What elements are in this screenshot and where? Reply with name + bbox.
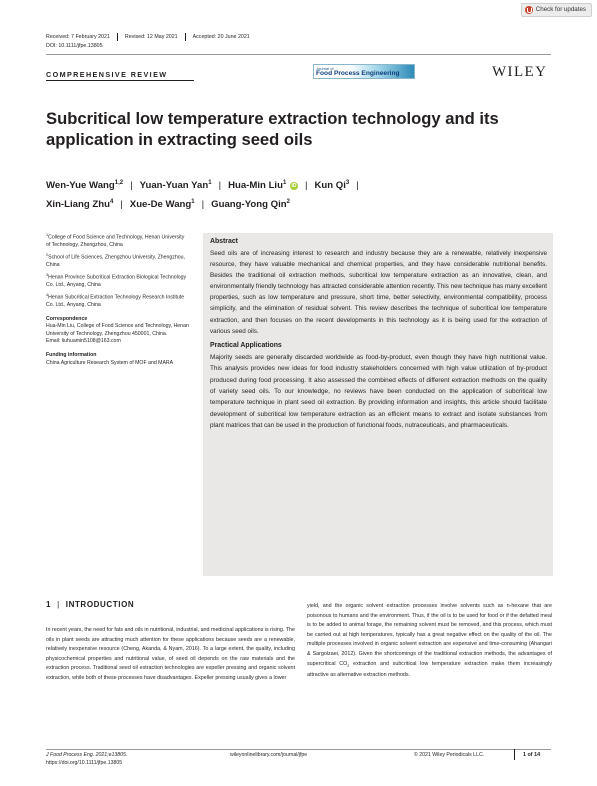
body-column-left: In recent years, the need for fats and oils in nutritional, industrial, and medicinal applications is rising. The oils in plant seeds are attracting much attention for these applications because seeds are a renewable, relatively inexpensive resource (Cheng, Akanda, & Nyam, 2016). To a large extent, the quality, including physicochemical properties and nutritional value, of seed oil depends on the raw materials and the extraction process. Traditional seed oil extraction technologies are expeller pressing and organic solvent extraction, while both of these processes have disadvantages. Expeller pressing usually gives a lower <box>46 627 295 681</box>
footer-divider <box>46 749 551 750</box>
page-number: 1 of 14 <box>514 749 540 760</box>
funding-heading: Funding information <box>46 352 97 359</box>
footer-site-link[interactable]: wileyonlinelibrary.com/journal/jfpe <box>230 752 308 758</box>
practical-applications-heading: Practical Applications <box>210 341 282 349</box>
section-label: COMPREHENSIVE REVIEW <box>46 70 168 79</box>
affiliation: $^4$Henan Subcritical Extraction Technology Research Institute Co. Ltd., Anyang, China <box>46 292 185 309</box>
author-list: Wen-Yue Wang$^{1,2}$ | Yuan-Yuan Yan$^1$ | Hua-Min Liu$^1$ iD | Kun Qi$^3$ | Xin-Liang Zhu$^4$ | Xue-De Wang$^1$ | Guang-Yong Qin$^2$ <box>46 180 359 211</box>
correspondence-email[interactable]: Email: liuhuamin5108@163.com <box>46 338 121 345</box>
abstract-box <box>203 233 553 576</box>
footer-citation: J Food Process Eng. 2021;e13805. https://doi.org/10.1111/jfpe.13805 <box>46 752 128 766</box>
correspondence-text: Hua-Min Liu, College of Food Science and Technology, Henan University of Technology, Zhengzhou 450001, China. Email: liuhuamin5108@163.com <box>46 323 189 345</box>
received-date: Received: 7 February 2021 <box>46 33 118 41</box>
check-for-updates-button[interactable] <box>521 3 592 17</box>
author[interactable]: Kun Qi$^3$ <box>314 180 350 192</box>
check-updates-label: Check for updates <box>535 6 586 13</box>
correspondence-heading: Correspondence <box>46 315 88 322</box>
author[interactable]: Xue-De Wang$^1$ <box>129 199 195 211</box>
author[interactable]: Yuan-Yuan Yan$^1$ <box>139 180 212 192</box>
abstract-heading: Abstract <box>210 238 238 245</box>
author[interactable]: Xin-Liang Zhu$^4$ <box>46 199 114 211</box>
affiliation: $^2$School of Life Sciences, Zhengzhou University, Zhengzhou, China <box>46 252 185 269</box>
author[interactable]: Hua-Min Liu$^1$ <box>228 180 287 192</box>
affiliation: $^3$Henan Province Subcritical Extraction Biological Technology Co. Ltd., Anyang, China <box>46 272 187 289</box>
header-divider <box>46 54 551 55</box>
article-title: Subcritical low temperature extraction technology and its application in extracting seed oils <box>46 109 499 149</box>
author[interactable]: Guang-Yong Qin$^2$ <box>211 199 290 211</box>
abstract-text: Seed oils are of increasing interest to research and industry because they are a renewable, relatively inexpensive resource, they have valuable mechanical and chemical properties, and they have considerable nutritional benefits. Besides the traditional oil extraction methods, subcritical low temperature extraction as an innovative, clean, and environmentally friendly technology has attracted considerable attention recently. This new technique has many excellent properties, such as low temperature and pressure, short time, better selectivity, environmental compatibility, process simplicity, and the elimination of residual solvent. This review describes the technique of subcritical low temperature extraction, and then focuses on the recent developments in this technology as it is being used for the extraction of various seed oils. <box>210 250 547 335</box>
section-title: INTRODUCTION <box>65 600 135 609</box>
practical-applications-text: Majority seeds are generally discarded worldwide as food-by-product, even though they have high nutritional value. This analysis provides new ideas for food industry stakeholders concerned with high value utilization of by-product produced during food processing. It also assessed the combined effects of different extraction methods on the quality of variety seed oils. To our knowledge, no reviews have been conducted on the application of subcritical low temperature technique in plant seed oil extraction. By providing information and insights, this article should facilitate development of subcritical low temperature extraction as an efficient means to extract and isolate substances from plant matrices that can be used in the production of functional foods, nutraceuticals, and pharmaceuticals. <box>210 353 547 430</box>
affiliation: $^1$College of Food Science and Technology, Henan University of Technology, Zhengzhou, China <box>46 233 185 249</box>
section-label-underline <box>46 80 194 81</box>
footer-doi-link[interactable]: https://doi.org/10.1111/jfpe.13805 <box>46 759 123 766</box>
body-column-right: yield, and the organic solvent extraction processes involve solvents such as n-hexane that are poisonous to humans and the environment. Thus, if the oil is to be used for food or if the defatted meal is to be added to animal forage, the remaining solvent must be removed, and this process, which must be carried out at high temperatures, typically has a great negative effect on the quality of the oil. The multiple processes involved in organic solvent extraction are expensive and time-consuming (Ahangari & Sargolzaei, 2012). Given the shortcomings of the traditional extraction methods, the advantages of supercritical $CO_2$ extraction and subcritical low temperature extraction make them increasingly attractive as alternative extraction methods. <box>307 603 552 679</box>
introduction-heading: 1 | INTRODUCTION <box>46 600 135 609</box>
doi: DOI: 10.1111/jfpe.13805 <box>46 43 103 49</box>
revised-date: Revised: 12 May 2021 <box>125 33 186 41</box>
funding-text: China Agriculture Research System of MOF and MARA <box>46 359 174 366</box>
accepted-date: Accepted: 20 June 2021 <box>192 34 250 40</box>
affiliations-sidebar <box>46 232 190 369</box>
publisher-logo: WILEY <box>492 64 548 80</box>
footer-copyright: © 2021 Wiley Periodicals LLC. <box>414 752 485 758</box>
author[interactable]: Wen-Yue Wang$^{1,2}$ <box>46 180 124 192</box>
journal-logo <box>313 64 415 79</box>
article-dates <box>46 33 264 41</box>
section-number: 1 <box>46 600 52 609</box>
check-updates-icon <box>525 6 533 14</box>
journal-name: Food Process Engineering <box>316 70 400 77</box>
journal-of-text: Journal of <box>316 66 334 71</box>
orcid-icon[interactable]: iD <box>291 183 297 190</box>
